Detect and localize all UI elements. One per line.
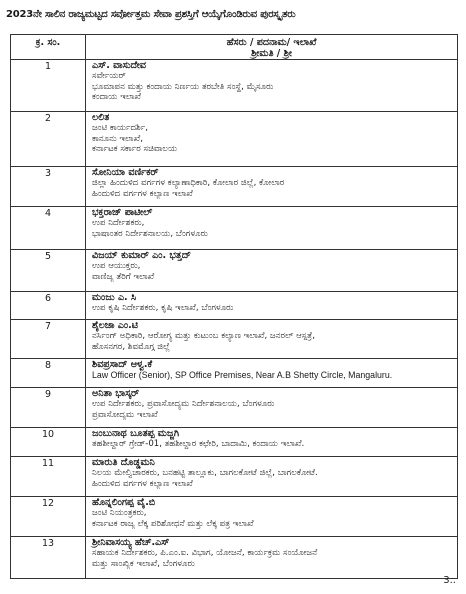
- awardee-name: ಶ್ರೀನಿವಾಸಯ್ಯ ಹೆಚ್.ಎಸ್: [92, 537, 170, 548]
- serial-number-cell: 13: [11, 537, 86, 579]
- awardee-details-cell: [86, 112, 458, 167]
- awardee-name: ಹೊನ್ನಲಿಂಗಪ್ಪ ವೈ.ಬಿ: [92, 497, 156, 508]
- awardee-detail-line: ಕಂದಾಯ ಇಲಾಖೆ: [92, 92, 141, 102]
- table-row: [11, 457, 458, 497]
- serial-number-cell: 4: [11, 207, 86, 250]
- awardee-details-cell: [86, 320, 458, 359]
- awardee-details-cell: [86, 457, 458, 497]
- awardee-detail-line: ಭಾಷಾಂತರ ನಿರ್ದೇಶನಾಲಯ, ಬೆಂಗಳೂರು: [92, 228, 208, 239]
- awardee-detail-line: ಉಪ ಕೃಷಿ ನಿರ್ದೇಶಕರು, ಕೃಷಿ ಇಲಾಖೆ, ಬೆಂಗಳೂರು: [92, 303, 234, 313]
- awardee-details-cell: [86, 167, 458, 207]
- awardee-details-cell: [86, 428, 458, 457]
- table-row: [11, 60, 458, 112]
- awardee-detail-line: ಉಪ ಆಯುಕ್ತರು,: [92, 261, 141, 271]
- awardee-name: ಮಾರುತಿ ದೊಡ್ಡಮನಿ: [92, 457, 155, 468]
- table-body: [11, 60, 458, 579]
- awardee-name: ಜಂಬುನಾಥ ಬೂತಪ್ಪ ಮಜ್ಜಗಿ: [92, 428, 180, 439]
- table-row: [11, 388, 458, 428]
- awardee-detail-line: ಜಿಲ್ಲಾ ಹಿಂದುಳಿದ ವರ್ಗಗಳ ಕಲ್ಯಾಣಾಧಿಕಾರಿ, ಕೋಲಾರ ಜಿಲ್ಲೆ, ಕೋಲಾರ: [92, 178, 285, 188]
- table-row: [11, 537, 458, 579]
- awardee-details-cell: [86, 359, 458, 388]
- awardee-detail-line: ಕರ್ನಾಟಕ ರಾಜ್ಯ ಲೆಕ್ಕ ಪರಿಶೋಧನೆ ಮತ್ತು ಲೆಕ್ಕ ಪತ್ರ ಇಲಾಖೆ: [92, 518, 254, 529]
- awardee-detail-line: ಕಾನೂನು ಇಲಾಖೆ,: [92, 133, 143, 144]
- awardee-detail-line: ಸರ್ವೇಯರ್: [92, 71, 126, 81]
- table-row: [11, 167, 458, 207]
- page-number: 3..: [443, 575, 456, 586]
- serial-number-cell: 7: [11, 320, 86, 359]
- serial-number-cell: 10: [11, 428, 86, 457]
- table-row: [11, 207, 458, 250]
- awardee-name: ವಿಜಯ್ ಕುಮಾರ್ ಎಂ. ಭತ್ತದ್: [92, 250, 191, 261]
- header-main-label: ಹೆಸರು / ಪದನಾಮ/ ಇಲಾಖೆ: [226, 37, 317, 48]
- serial-number-cell: 5: [11, 250, 86, 292]
- awardee-detail-line: ತಹಶೀಲ್ದಾರ್ ಗ್ರೇಡ್-01, ತಹಶೀಲ್ದಾರ ಕಛೇರಿ, ಬಾದಾಮಿ, ಕಂದಾಯ ಇಲಾಖೆ.: [92, 439, 305, 449]
- awardee-details-cell: [86, 60, 458, 112]
- table-header-row: [11, 35, 458, 60]
- awardee-detail-line: ಮತ್ತು ಸಾಂಖ್ಯಿಕ ಇಲಾಖೆ, ಬೆಂಗಳೂರು: [92, 558, 195, 569]
- header-serial-number: ಕ್ರ. ಸಂ.: [11, 35, 86, 60]
- awardee-detail-line: ಹಿಂದುಳಿದ ವರ್ಗಗಳ ಕಲ್ಯಾಣ ಇಲಾಖೆ: [92, 188, 193, 199]
- awardee-detail-line: ಸಹಾಯಕ ನಿರ್ದೇಶಕರು, ಪಿ.ಎಂ.ಐ. ವಿಭಾಗ, ಯೋಜನೆ, ಕಾರ್ಯಕ್ರಮ ಸಂಯೋಜನೆ: [92, 548, 318, 558]
- awardee-detail-line: ಪ್ರವಾಸೋದ್ಯಮ ಇಲಾಖೆ: [92, 409, 158, 420]
- table-row: [11, 112, 458, 167]
- awardee-detail-line: ಉಪ ನಿರ್ದೇಶಕರು, ಪ್ರವಾಸೋದ್ಯಮ ನಿರ್ದೇಶನಾಲಯ, ಬೆಂಗಳೂರು: [92, 399, 275, 409]
- awardee-name: ಭಕ್ತರಾಜ್ ಪಾಟೀಲ್: [92, 207, 153, 218]
- awardee-detail-line: ಉಪ ನಿರ್ದೇಶಕರು,: [92, 218, 145, 228]
- awardee-details-cell: [86, 292, 458, 320]
- awardee-name: ಶಿವಪ್ರಸಾದ್ ಆಳ್ವ.ಕೆ: [92, 359, 153, 370]
- awardee-detail-line: ವಾಣಿಜ್ಯ ತೆರಿಗೆ ಇಲಾಖೆ: [92, 271, 155, 282]
- header-name-designation-department: [86, 35, 458, 60]
- awardee-detail-line: ಭೂಮಾಪನ ಮತ್ತು ಕಂದಾಯ ನಿರ್ಣಯ ತರಬೇತಿ ಸಂಸ್ಥೆ, ಮೈಸೂರು: [92, 81, 274, 92]
- awardee-detail-line: ನರ್ಸಿಂಗ್ ಅಧಿಕಾರಿ, ಆರೋಗ್ಯ ಮತ್ತು ಕುಟುಂಬ ಕಲ್ಯಾಣ ಇಲಾಖೆ, ಜನರಲ್ ಆಸ್ಪತ್ರೆ,: [92, 331, 315, 341]
- awardee-detail-line: ನಿಲಯ ಮೇಲ್ವಿಚಾರಕರು, ಬನಹಟ್ಟಿ ತಾಲ್ಲೂಕು, ಬಾಗಲಕೋಟೆ ಜಿಲ್ಲೆ, ಬಾಗಲಕೋಟೆ.: [92, 468, 318, 478]
- awardee-detail-line: Law Officer (Senior), SP Office Premises, Near A.B Shetty Circle, Mangaluru.: [92, 370, 393, 380]
- awardee-name: ಸೋನಿಯಾ ವರ್ಣಿಕರ್: [92, 167, 159, 178]
- page-title: 2023ನೇ ಸಾಲಿನ ರಾಜ್ಯಮಟ್ಟದ ಸರ್ವೋತ್ತಮ ಸೇವಾ ಪ್ರಶಸ್ತಿಗೆ ಆಯ್ಕೆಗೊಂಡಿರುವ ಪುರಸ್ಕೃತರು: [6, 9, 296, 20]
- header-sub-label: ಶ್ರೀಮತಿ / ಶ್ರೀ: [251, 48, 292, 59]
- awardee-detail-line: ಹೊಸನಗರ, ಶಿವಮೊಗ್ಗ ಜಿಲ್ಲೆ: [92, 341, 170, 352]
- awardee-name: ಲಲಿತ: [92, 112, 110, 123]
- table-row: [11, 292, 458, 320]
- awardee-details-cell: [86, 388, 458, 428]
- awardee-detail-line: ಜಂಟಿ ನಿಯಂತ್ರಕರು,: [92, 508, 147, 518]
- serial-number-cell: 6: [11, 292, 86, 320]
- table-row: [11, 320, 458, 359]
- awardee-details-cell: [86, 497, 458, 537]
- awardee-name: ಅನಿತಾ ಭಾಸ್ಕರ್: [92, 388, 140, 399]
- serial-number-cell: 8: [11, 359, 86, 388]
- awardee-name: ಮಂಜು ಎ. ಸಿ: [92, 292, 137, 303]
- awardee-name: ಶೈಲಜಾ ಎಂ.ಟಿ: [92, 320, 138, 331]
- awardee-name: ಎಸ್. ವಾಸುದೇವ: [92, 60, 147, 71]
- awardees-table: [10, 34, 458, 579]
- serial-number-cell: 3: [11, 167, 86, 207]
- awardee-detail-line: ಜಂಟಿ ಕಾರ್ಯದರ್ಶಿ,: [92, 123, 148, 133]
- table-row: [11, 497, 458, 537]
- serial-number-cell: 11: [11, 457, 86, 497]
- table-row: [11, 250, 458, 292]
- serial-number-cell: 2: [11, 112, 86, 167]
- serial-number-cell: 9: [11, 388, 86, 428]
- awardee-details-cell: [86, 537, 458, 579]
- serial-number-cell: 1: [11, 60, 86, 112]
- awardee-details-cell: [86, 250, 458, 292]
- awardee-detail-line: ಕರ್ನಾಟಕ ಸರ್ಕಾರ ಸಚಿವಾಲಯ: [92, 144, 178, 154]
- table-row: [11, 428, 458, 457]
- awardee-details-cell: [86, 207, 458, 250]
- table-row: [11, 359, 458, 388]
- serial-number-cell: 12: [11, 497, 86, 537]
- awardee-detail-line: ಹಿಂದುಳಿದ ವರ್ಗಗಳ ಕಲ್ಯಾಣ ಇಲಾಖೆ: [92, 478, 193, 489]
